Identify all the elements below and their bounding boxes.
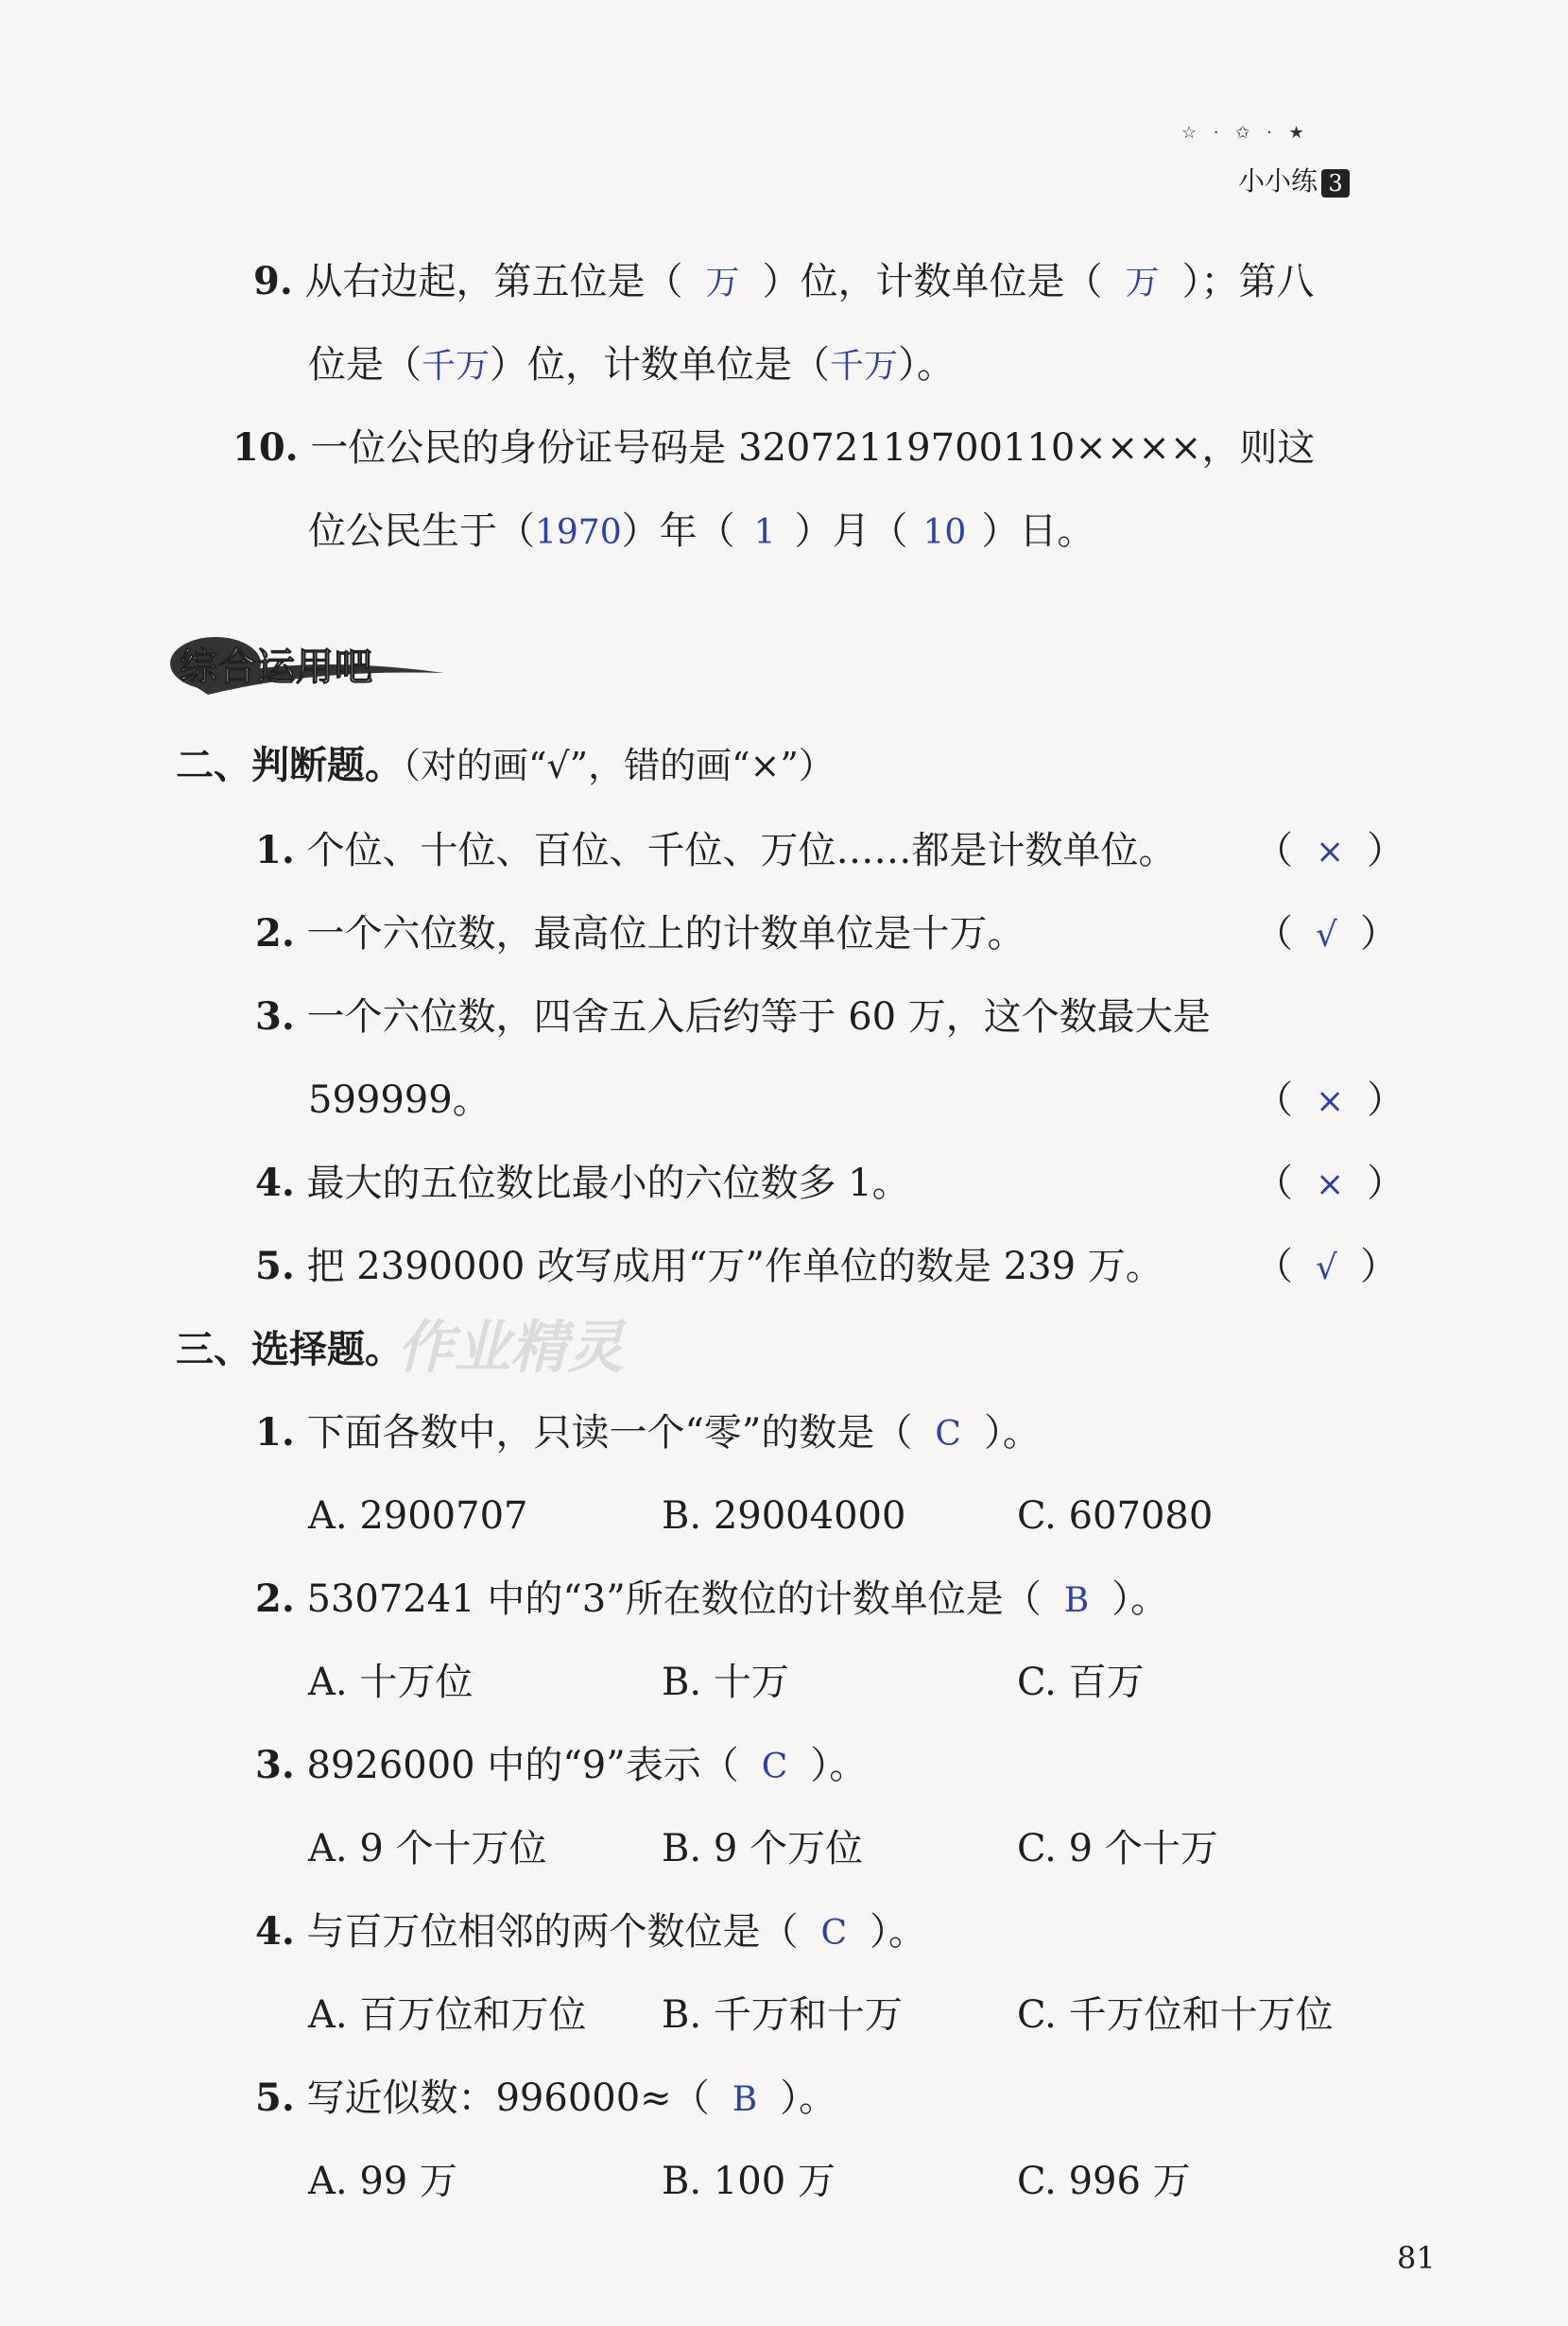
option-c: C. 9 个十万 (1017, 1827, 1218, 1870)
page-number: 81 (1397, 2240, 1436, 2276)
question-10-line-2 (308, 505, 1094, 560)
question-text: ）日。 (981, 509, 1095, 553)
question-text: 一个六位数，四舍五入后约等于 60 万，这个数最大是 (306, 995, 1211, 1039)
answer: × (1316, 1082, 1345, 1121)
question-number: 10. (233, 425, 299, 470)
judge-answer-4: （ × ） (1255, 1162, 1405, 1205)
question-text: 写近似数：996000≈（ (306, 2076, 710, 2120)
header-label-text: 小小练 (1238, 165, 1318, 197)
question-number: 4. (255, 1909, 295, 1954)
header-label (1238, 161, 1350, 198)
judge-item-3 (255, 991, 1211, 1043)
answer: 万 (705, 264, 740, 302)
judge-answer-3: （ × ） (1255, 1078, 1405, 1122)
question-text: 最大的五位数比最小的六位数多 1。 (306, 1162, 910, 1205)
banner-text: 综合运用吧 (180, 646, 373, 689)
question-text: 位公民生于（ (308, 509, 535, 553)
question-text: ）位，计数单位是（ (490, 343, 831, 387)
question-number: 1. (255, 1410, 295, 1455)
question-number: 3. (255, 994, 295, 1039)
question-text: 一位公民的身份证号码是 32072119700110××××，则这 (310, 426, 1316, 470)
option-a: A. 2900707 (308, 1494, 528, 1538)
question-number: 2. (255, 911, 295, 956)
question-text: 从右边起，第五位是（ (304, 260, 683, 303)
question-number: 3. (255, 1743, 295, 1787)
question-9-line-1 (253, 255, 1315, 310)
section-2-heading (176, 739, 835, 792)
question-text: ）位，计数单位是（ (762, 260, 1103, 303)
section-title: 三、选择题。 (176, 1327, 403, 1371)
question-text: 个位、十位、百位、千位、万位……都是计数单位。 (306, 829, 1177, 872)
question-text: ）。 (898, 343, 956, 387)
question-text: 把 2390000 改写成用“万”作单位的数是 239 万。 (306, 1245, 1163, 1288)
judge-answer-5: （ √ ） (1255, 1245, 1398, 1288)
answer: C (935, 1415, 961, 1454)
choice-item-5 (255, 2072, 836, 2127)
option-c: C. 千万位和十万位 (1017, 1993, 1334, 2037)
answer: C (761, 1748, 788, 1786)
question-number: 2. (255, 1577, 295, 1621)
question-text: ）。 (780, 2076, 837, 2120)
answer: √ (1316, 916, 1337, 955)
section-note: （对的画“√”，错的画“×”） (403, 745, 835, 786)
question-text: ）。 (1111, 1577, 1169, 1621)
question-10-line-1 (233, 422, 1315, 474)
question-number: 4. (255, 1161, 295, 1205)
question-text: 5307241 中的“3”所在数位的计数单位是（ (306, 1577, 1042, 1621)
option-c: C. 百万 (1017, 1661, 1145, 1704)
question-number: 9. (253, 259, 293, 303)
answer: 万 (1125, 264, 1160, 302)
option-a: A. 百万位和万位 (308, 1993, 587, 2037)
choice-item-3 (255, 1739, 867, 1794)
option-c: C. 607080 (1017, 1494, 1214, 1538)
answer: 10 (922, 513, 967, 552)
option-a: A. 99 万 (308, 2160, 457, 2203)
question-text: ）。 (810, 1744, 868, 1787)
answer: √ (1316, 1249, 1337, 1287)
option-a: A. 十万位 (308, 1661, 474, 1704)
section-3-heading (176, 1323, 403, 1376)
judge-answer-2: （ √ ） (1255, 912, 1398, 956)
judge-item-2 (255, 907, 1025, 960)
answer: × (1316, 1165, 1345, 1204)
judge-item-4 (255, 1157, 910, 1210)
question-text: 8926000 中的“9”表示（ (306, 1744, 739, 1787)
watermark: 作业精灵 (397, 1315, 624, 1381)
section-title: 二、判断题。 (176, 743, 403, 787)
judge-item-3-line-2: 599999。 (308, 1078, 491, 1122)
answer: 1 (753, 513, 776, 552)
option-c: C. 996 万 (1017, 2160, 1191, 2203)
option-a: A. 9 个十万位 (308, 1827, 547, 1870)
judge-item-5 (255, 1240, 1163, 1293)
question-9-line-2 (308, 338, 955, 393)
option-b: B. 100 万 (662, 2160, 836, 2203)
choice-item-1 (255, 1406, 1041, 1461)
lesson-badge: 3 (1321, 169, 1350, 198)
answer: C (820, 1914, 848, 1953)
option-b: B. 9 个万位 (662, 1827, 863, 1870)
choice-item-4 (255, 1905, 926, 1960)
choice-item-2 (255, 1573, 1168, 1628)
question-text: ）月（ (794, 509, 908, 553)
answer: 1970 (535, 513, 622, 552)
answer: 千万 (422, 347, 491, 386)
question-text: ）。 (870, 1910, 927, 1954)
option-b: B. 29004000 (662, 1494, 906, 1538)
judge-answer-1: （ × ） (1255, 829, 1405, 872)
question-number: 5. (255, 2076, 295, 2120)
answer: B (1063, 1581, 1090, 1620)
question-text: 位是（ (308, 343, 422, 387)
option-b: B. 千万和十万 (662, 1993, 903, 2037)
question-text: 一个六位数，最高位上的计数单位是十万。 (306, 912, 1025, 956)
answer: B (732, 2080, 758, 2119)
question-number: 1. (255, 828, 295, 872)
question-text: ）年（ (621, 509, 735, 553)
star-decoration-icon: ☆ · ✩ · ★ (1181, 123, 1310, 143)
answer: 千万 (830, 347, 899, 386)
section-banner (170, 624, 454, 699)
judge-item-1 (255, 824, 1176, 877)
answer: × (1316, 833, 1345, 871)
question-number: 5. (255, 1244, 295, 1288)
question-text: ）；第八 (1181, 260, 1315, 303)
question-text: 下面各数中，只读一个“零”的数是（ (306, 1411, 913, 1455)
question-text: 与百万位相邻的两个数位是（ (306, 1910, 799, 1954)
question-text: ）。 (983, 1411, 1041, 1455)
option-b: B. 十万 (662, 1661, 789, 1704)
